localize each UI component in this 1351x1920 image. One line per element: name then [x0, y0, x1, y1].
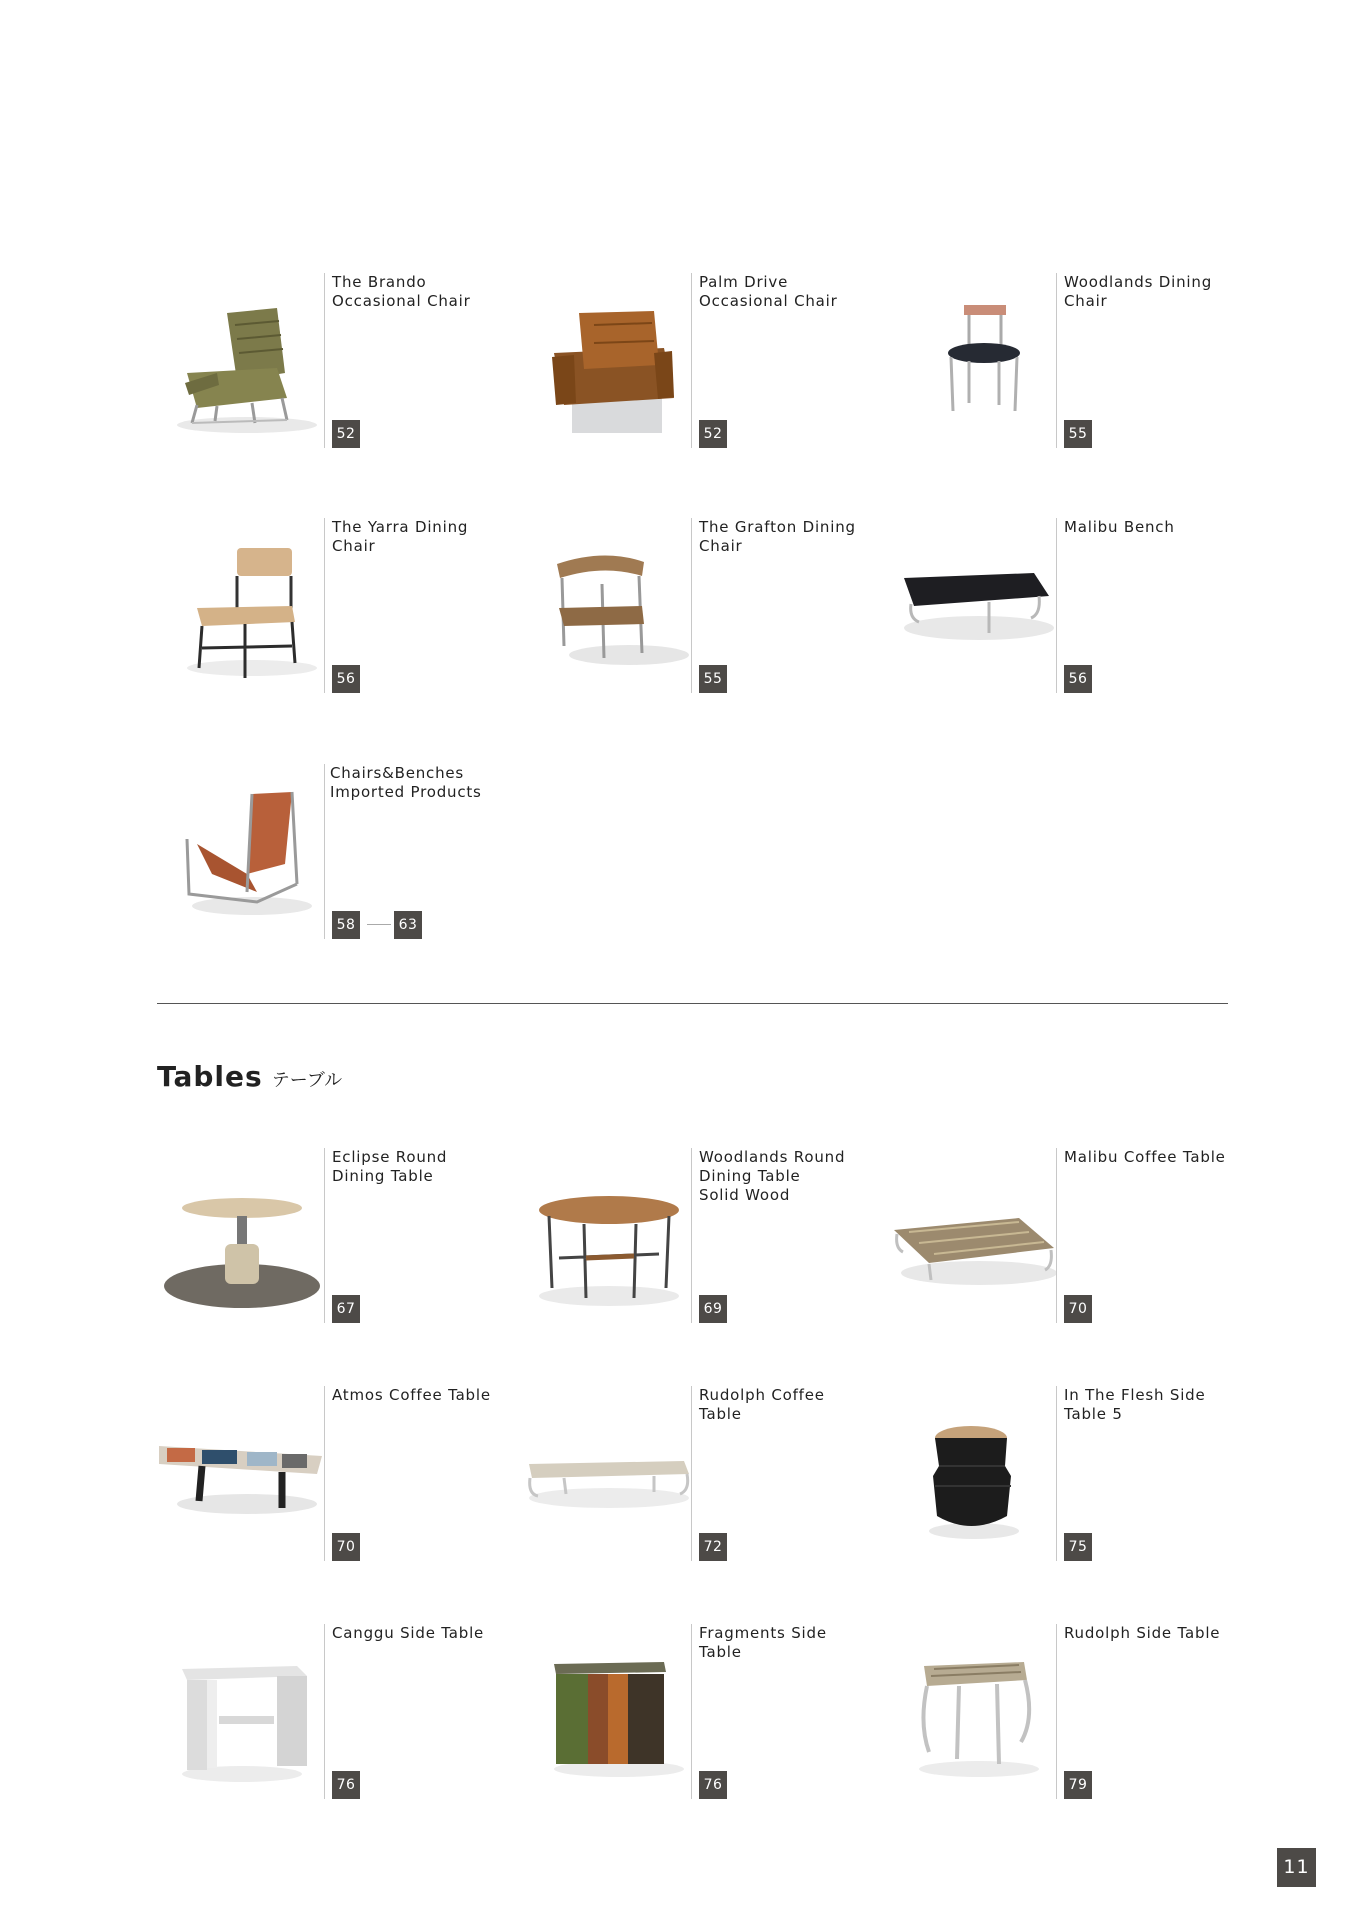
product-title: The Yarra Dining Chair: [332, 518, 469, 555]
product-canggu-side-table[interactable]: [157, 1624, 497, 1799]
page-ref[interactable]: 52: [332, 420, 360, 448]
page-ref[interactable]: 56: [332, 665, 360, 693]
page-ref[interactable]: 76: [699, 1771, 727, 1799]
product-yarra-dining-chair[interactable]: [157, 518, 497, 693]
product-title: Malibu Coffee Table: [1064, 1148, 1226, 1166]
product-eclipse-round-dining-table[interactable]: [157, 1148, 497, 1323]
product-title: Chairs&Benches Imported Products: [330, 764, 482, 801]
page-ref[interactable]: 56: [1064, 665, 1092, 693]
divider-line: [324, 1624, 325, 1799]
product-title: Rudolph Side Table: [1064, 1624, 1221, 1642]
fragments-side-table-image: [524, 1624, 694, 1799]
product-malibu-bench[interactable]: [889, 518, 1229, 693]
section-title-tables: [157, 1060, 342, 1093]
grafton-chair-image: [524, 518, 694, 693]
divider-line: [691, 1148, 692, 1323]
divider-line: [691, 1386, 692, 1561]
product-title: The Brando Occasional Chair: [332, 273, 471, 310]
woodlands-round-table-image: [524, 1148, 694, 1323]
product-title: Eclipse Round Dining Table: [332, 1148, 448, 1185]
malibu-bench-image: [889, 518, 1059, 693]
product-malibu-coffee-table[interactable]: [889, 1148, 1229, 1323]
product-title: In The Flesh Side Table 5: [1064, 1386, 1206, 1423]
product-title: Woodlands Round Dining Table Solid Wood: [699, 1148, 846, 1204]
product-atmos-coffee-table[interactable]: [157, 1386, 497, 1561]
product-woodlands-dining-chair[interactable]: [889, 273, 1229, 448]
divider-line: [1056, 273, 1057, 448]
product-title: The Grafton Dining Chair: [699, 518, 856, 555]
in-the-flesh-side-table-image: [889, 1386, 1059, 1561]
product-title: Rudolph Coffee Table: [699, 1386, 825, 1423]
rudolph-side-table-image: [889, 1624, 1059, 1799]
product-fragments-side-table[interactable]: [524, 1624, 864, 1799]
divider-line: [691, 273, 692, 448]
product-title: Palm Drive Occasional Chair: [699, 273, 838, 310]
page-ref[interactable]: 55: [699, 665, 727, 693]
divider-line: [324, 518, 325, 693]
product-grafton-dining-chair[interactable]: [524, 518, 864, 693]
page-ref[interactable]: 69: [699, 1295, 727, 1323]
malibu-coffee-table-image: [889, 1148, 1059, 1323]
divider-line: [1056, 518, 1057, 693]
product-woodlands-round-dining-table[interactable]: [524, 1148, 864, 1323]
product-rudolph-coffee-table[interactable]: [524, 1386, 864, 1561]
page-ref-start[interactable]: 58: [332, 911, 360, 939]
divider-line: [691, 1624, 692, 1799]
section-title-en: Tables: [157, 1060, 263, 1093]
woodlands-chair-image: [889, 273, 1059, 448]
eclipse-table-image: [157, 1148, 327, 1323]
product-title: Malibu Bench: [1064, 518, 1175, 536]
page-ref[interactable]: 79: [1064, 1771, 1092, 1799]
brando-chair-image: [157, 273, 327, 448]
product-title: Atmos Coffee Table: [332, 1386, 491, 1404]
section-title-jp: テーブル: [271, 1070, 343, 1091]
palm-drive-chair-image: [524, 273, 694, 448]
rudolph-coffee-table-image: [524, 1386, 694, 1561]
page-ref[interactable]: 72: [699, 1533, 727, 1561]
page-ref[interactable]: 75: [1064, 1533, 1092, 1561]
page-ref-end[interactable]: 63: [394, 911, 422, 939]
divider-line: [324, 764, 325, 939]
page-ref[interactable]: 52: [699, 420, 727, 448]
section-divider: [157, 1003, 1228, 1004]
divider-line: [1056, 1624, 1057, 1799]
page-number: 11: [1277, 1848, 1316, 1887]
page-ref[interactable]: 55: [1064, 420, 1092, 448]
divider-line: [1056, 1148, 1057, 1323]
product-chairs-benches-imported[interactable]: [157, 764, 497, 939]
atmos-coffee-table-image: [157, 1386, 327, 1561]
product-title: Fragments Side Table: [699, 1624, 827, 1661]
divider-line: [324, 1148, 325, 1323]
product-in-the-flesh-side-table-5[interactable]: [889, 1386, 1229, 1561]
product-brando-occasional-chair[interactable]: [157, 273, 497, 448]
product-rudolph-side-table[interactable]: [889, 1624, 1229, 1799]
yarra-chair-image: [157, 518, 327, 693]
product-title: Woodlands Dining Chair: [1064, 273, 1213, 310]
page-ref[interactable]: 67: [332, 1295, 360, 1323]
product-title: Canggu Side Table: [332, 1624, 485, 1642]
page-ref[interactable]: 76: [332, 1771, 360, 1799]
page-ref[interactable]: 70: [332, 1533, 360, 1561]
divider-line: [691, 518, 692, 693]
divider-line: [1056, 1386, 1057, 1561]
imported-chair-image: [157, 764, 327, 939]
canggu-side-table-image: [157, 1624, 327, 1799]
divider-line: [324, 1386, 325, 1561]
page-ref[interactable]: 70: [1064, 1295, 1092, 1323]
product-palm-drive-occasional-chair[interactable]: [524, 273, 864, 448]
page-range-dash: [367, 924, 391, 925]
divider-line: [324, 273, 325, 448]
